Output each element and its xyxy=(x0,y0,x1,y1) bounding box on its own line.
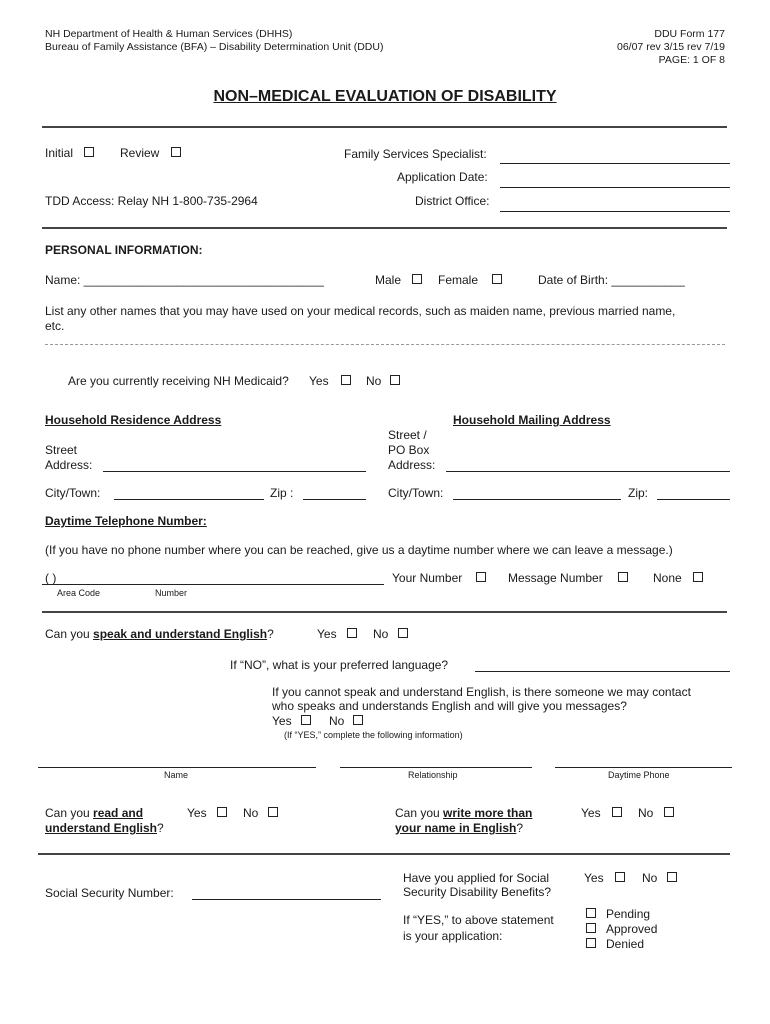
mailing-heading: Household Mailing Address xyxy=(453,413,611,427)
form-revision: 06/07 rev 3/15 rev 7/19 xyxy=(617,41,725,53)
speak-english-question xyxy=(45,627,274,641)
speak-no-checkbox[interactable] xyxy=(398,628,408,638)
male-label: Male xyxy=(375,273,402,287)
write-pre: Can you xyxy=(395,806,444,820)
medicaid-question: Are you currently receiving NH Medicaid? xyxy=(68,374,289,388)
page-number: PAGE: 1 OF 8 xyxy=(658,54,725,66)
medicaid-no-checkbox[interactable] xyxy=(390,375,400,385)
contact-no-label: No xyxy=(329,714,345,728)
applied-no-label: No xyxy=(642,871,658,885)
contact-relationship-field[interactable] xyxy=(340,767,532,768)
dept-line-1: NH Department of Health & Human Services (DHHS) xyxy=(45,28,293,40)
male-checkbox[interactable] xyxy=(412,274,422,284)
pending-label: Pending xyxy=(606,907,651,921)
tdd-access: TDD Access: Relay NH 1-800-735-2964 xyxy=(45,194,258,208)
specialist-field[interactable] xyxy=(500,163,730,164)
contact-name-caption: Name xyxy=(164,770,189,780)
area-code-caption: Area Code xyxy=(57,588,101,598)
initial-checkbox[interactable] xyxy=(84,147,94,157)
write-yes-label: Yes xyxy=(581,806,601,820)
none-label: None xyxy=(653,571,682,585)
preferred-language-label: If “NO”, what is your preferred language? xyxy=(230,658,449,672)
read-post: ? xyxy=(157,821,164,835)
initial-label: Initial xyxy=(45,146,74,160)
write-bold-2: your name in English xyxy=(395,821,517,835)
form-number: DDU Form 177 xyxy=(654,28,725,40)
specialist-label: Family Services Specialist: xyxy=(344,147,487,161)
other-names-line2: etc. xyxy=(45,319,65,333)
applied-no-checkbox[interactable] xyxy=(667,872,677,882)
po-label-l3: Address: xyxy=(388,458,436,472)
app-date-field[interactable] xyxy=(500,187,730,188)
contact-yes-checkbox[interactable] xyxy=(301,715,311,725)
street-label-l2: Address: xyxy=(45,458,93,472)
other-names-line1: List any other names that you may have used on your medical records, such as maiden name, previous married name, xyxy=(45,304,676,318)
phone-parens: ( ) xyxy=(45,571,57,585)
mailing-city-field[interactable] xyxy=(453,499,621,500)
speak-yes-checkbox[interactable] xyxy=(347,628,357,638)
contact-no-checkbox[interactable] xyxy=(353,715,363,725)
read-yes-checkbox[interactable] xyxy=(217,807,227,817)
read-english-question-l2 xyxy=(45,821,164,835)
phone-heading: Daytime Telephone Number: xyxy=(45,514,207,528)
denied-label: Denied xyxy=(606,937,645,951)
speak-no-label: No xyxy=(373,627,389,641)
your-number-checkbox[interactable] xyxy=(476,572,486,582)
medicaid-yes-checkbox[interactable] xyxy=(341,375,351,385)
mailing-zip-label: Zip: xyxy=(628,486,649,500)
residence-street-field[interactable] xyxy=(103,471,366,472)
applied-question-l2: Security Disability Benefits? xyxy=(403,885,552,899)
medicaid-no-label: No xyxy=(366,374,382,388)
write-yes-checkbox[interactable] xyxy=(612,807,622,817)
read-no-checkbox[interactable] xyxy=(268,807,278,817)
residence-zip-label: Zip : xyxy=(270,486,294,500)
contact-phone-field[interactable] xyxy=(555,767,732,768)
section-rule-3 xyxy=(38,853,730,855)
status-question-l1: If “YES,” to above statement xyxy=(403,913,554,927)
number-caption: Number xyxy=(155,588,188,598)
phone-field[interactable] xyxy=(42,584,384,585)
residence-city-field[interactable] xyxy=(114,499,264,500)
complete-note: (If “YES,” complete the following information) xyxy=(284,730,463,740)
write-no-checkbox[interactable] xyxy=(664,807,674,817)
applied-yes-label: Yes xyxy=(584,871,604,885)
speak-post: ? xyxy=(267,627,274,641)
write-no-label: No xyxy=(638,806,654,820)
ssn-label: Social Security Number: xyxy=(45,886,174,900)
review-label: Review xyxy=(120,146,160,160)
title-rule xyxy=(42,126,727,128)
read-yes-label: Yes xyxy=(187,806,207,820)
street-label-l1: Street xyxy=(45,443,78,457)
read-pre: Can you xyxy=(45,806,94,820)
section-rule-2 xyxy=(42,611,727,613)
medicaid-yes-label: Yes xyxy=(309,374,329,388)
read-no-label: No xyxy=(243,806,259,820)
preferred-language-field[interactable] xyxy=(475,671,730,672)
message-number-label: Message Number xyxy=(508,571,603,585)
residence-zip-field[interactable] xyxy=(303,499,366,500)
contact-question-l1: If you cannot speak and understand English, is there someone we may contact xyxy=(272,685,691,699)
district-field[interactable] xyxy=(500,211,730,212)
residence-heading: Household Residence Address xyxy=(45,413,222,427)
page-title: NON–MEDICAL EVALUATION OF DISABILITY xyxy=(213,88,557,105)
write-post: ? xyxy=(516,821,524,835)
message-number-checkbox[interactable] xyxy=(618,572,628,582)
speak-bold: speak and understand English xyxy=(93,627,268,641)
dob-field[interactable]: Date of Birth: ___________ xyxy=(538,273,685,287)
applied-question-l1: Have you applied for Social xyxy=(403,871,550,885)
po-label-l2: PO Box xyxy=(388,443,430,457)
status-question-l2: is your application: xyxy=(403,929,503,943)
read-bold-1: read and xyxy=(93,806,144,820)
read-bold-2: understand English xyxy=(45,821,158,835)
app-date-label: Application Date: xyxy=(397,170,488,184)
personal-heading: PERSONAL INFORMATION: xyxy=(45,243,203,257)
section-rule-1 xyxy=(42,227,727,229)
speak-pre: Can you xyxy=(45,627,94,641)
write-english-question-l1 xyxy=(395,806,532,820)
speak-yes-label: Yes xyxy=(317,627,337,641)
none-checkbox[interactable] xyxy=(693,572,703,582)
approved-checkbox[interactable] xyxy=(586,923,596,933)
other-names-field[interactable] xyxy=(45,344,725,345)
po-label-l1: Street / xyxy=(388,428,427,442)
contact-question-l2: who speaks and understands English and will give you messages? xyxy=(272,699,627,713)
female-label: Female xyxy=(438,273,479,287)
review-checkbox[interactable] xyxy=(171,147,181,157)
name-field[interactable]: Name: ____________________________________ xyxy=(45,273,324,287)
contact-relationship-caption: Relationship xyxy=(408,770,458,780)
district-label: District Office: xyxy=(415,194,490,208)
phone-instruction: (If you have no phone number where you can be reached, give us a daytime number where we can leave a message.) xyxy=(45,543,673,557)
read-english-question-l1 xyxy=(45,806,143,820)
mailing-city-label: City/Town: xyxy=(388,486,444,500)
your-number-label: Your Number xyxy=(392,571,463,585)
applied-yes-checkbox[interactable] xyxy=(615,872,625,882)
approved-label: Approved xyxy=(606,922,658,936)
denied-checkbox[interactable] xyxy=(586,938,596,948)
write-bold-1: write more than xyxy=(443,806,533,820)
pending-checkbox[interactable] xyxy=(586,908,596,918)
contact-phone-caption: Daytime Phone xyxy=(608,770,670,780)
mailing-zip-field[interactable] xyxy=(657,499,730,500)
contact-name-field[interactable] xyxy=(38,767,316,768)
residence-city-label: City/Town: xyxy=(45,486,101,500)
female-checkbox[interactable] xyxy=(492,274,502,284)
dept-line-2: Bureau of Family Assistance (BFA) – Disability Determination Unit (DDU) xyxy=(45,41,384,53)
write-english-question-l2 xyxy=(395,821,523,835)
mailing-street-field[interactable] xyxy=(446,471,730,472)
contact-yes-label: Yes xyxy=(272,714,292,728)
ssn-field[interactable] xyxy=(192,899,381,900)
